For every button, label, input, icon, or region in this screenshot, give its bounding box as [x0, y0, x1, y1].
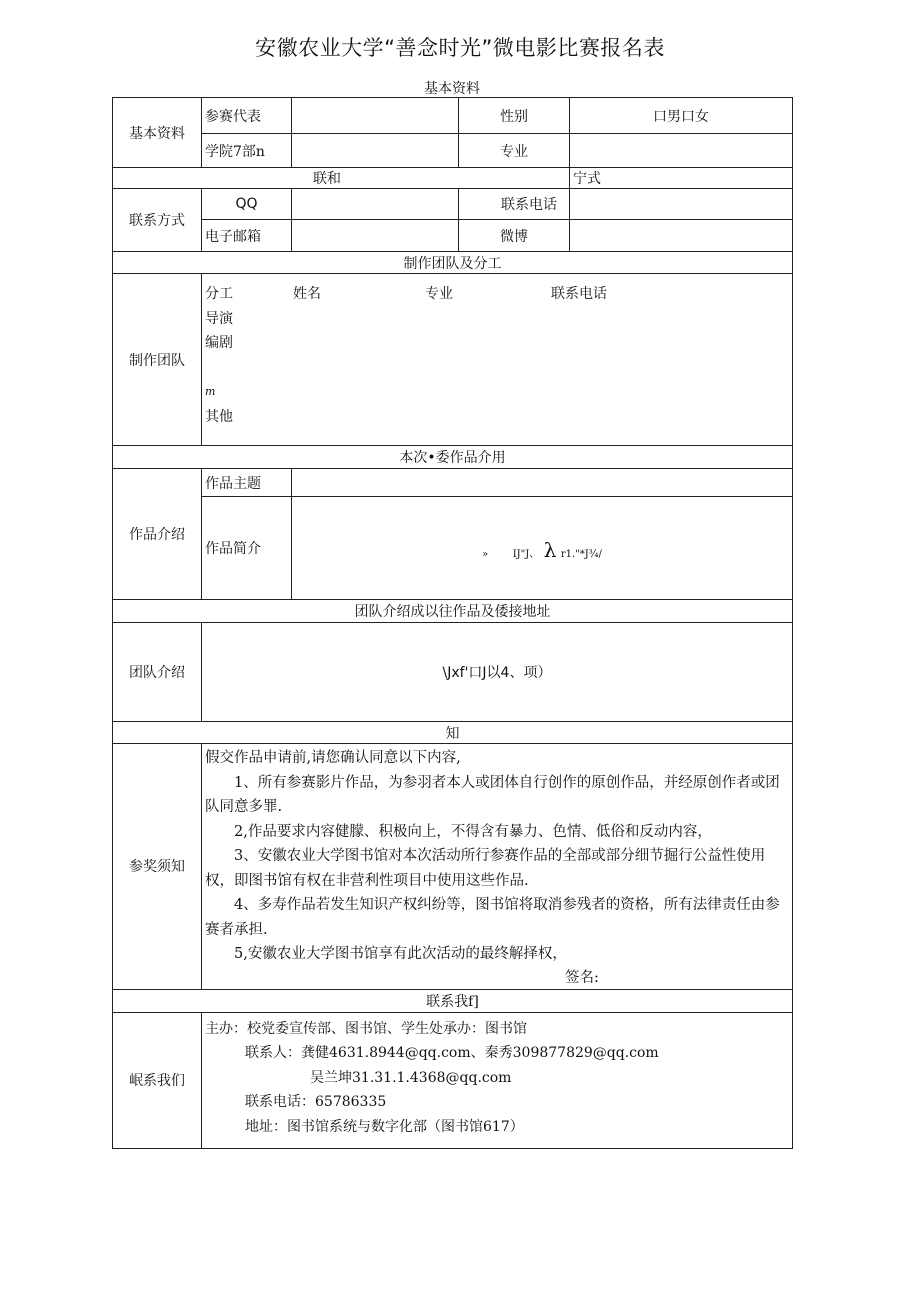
notice-label: 参奖须知	[113, 744, 202, 990]
gender-options[interactable]: 口男口女	[570, 98, 793, 134]
summary-hint-a: »	[482, 549, 489, 560]
weibo-label: 微博	[459, 220, 570, 252]
contact-label: 联系方式	[113, 189, 202, 252]
qq-label: QQ	[202, 189, 292, 220]
contact-us-label: 岷系我们	[113, 1012, 202, 1148]
role-m: m	[205, 385, 216, 398]
address-line: 地址：图书馆系统与数字化部（图书馆617）	[245, 1118, 524, 1135]
team-label: 制作团队	[113, 274, 202, 446]
signature-label[interactable]: 签名:	[565, 969, 599, 986]
team-section-header: 制作团队及分工	[113, 252, 793, 274]
col-name: 姓名	[293, 286, 321, 302]
phone-label: 联系电话	[459, 189, 570, 220]
representative-label: 参赛代表	[202, 98, 292, 134]
phone-field[interactable]	[570, 189, 793, 220]
contact-section-header	[113, 168, 570, 189]
contact-person-line-2: 吴兰坤31.31.1.4368@qq.com	[310, 1069, 512, 1086]
contact-header-left: 联和	[313, 171, 341, 187]
theme-label: 作品主题	[202, 469, 292, 497]
team-members-area[interactable]	[202, 274, 793, 446]
major-label: 专业	[459, 134, 570, 168]
role-other: 其他	[205, 408, 233, 425]
notice-section-header: 知	[113, 722, 793, 744]
role-writer: 编剧	[205, 335, 233, 351]
summary-hint-c: λ	[543, 538, 557, 562]
email-label: 电子邮箱	[202, 220, 292, 252]
summary-label: 作品简介	[202, 497, 292, 600]
contact-section-header-right: 宁式	[570, 168, 793, 189]
theme-field[interactable]	[292, 469, 793, 497]
notice-line: 3、安徽农业大学图书馆对本次活动所行参赛作品的全部或部分细节掘行公益性使用权，即图书馆有权在非营利性项目中使用这些作品.	[205, 848, 766, 889]
gender-label: 性别	[459, 98, 570, 134]
col-phone: 联系电话	[551, 286, 607, 302]
notice-line: 4、多寿作品若发生知识产权纠纷等，图书馆将取消参残者的资格，所有法律责任由参赛者承担.	[205, 897, 780, 938]
basic-info-label: 基本资料	[113, 98, 202, 168]
intro-label: 团队介绍	[113, 623, 202, 722]
contact-us-header: 联系我f]	[113, 989, 793, 1012]
summary-hint-b: IJ"J、	[512, 549, 540, 560]
work-section-header: 本次•委作品介用	[113, 446, 793, 469]
weibo-field[interactable]	[570, 220, 793, 252]
college-field[interactable]	[292, 134, 459, 168]
col-major: 专业	[425, 286, 453, 302]
notice-line: 1、所有参赛影片作品，为参羽者本人或团体自行创作的原创作品，并经原创作者或团队同意多罪.	[205, 774, 780, 815]
notice-line: 假交作品申请前,请您确认同意以下内容,	[205, 750, 461, 766]
major-field[interactable]	[570, 134, 793, 168]
contact-us-content	[202, 1012, 793, 1148]
team-column-headers	[205, 282, 789, 307]
notice-line: 2,作品要求内容健朦、积极向上，不得含有暴力、色情、低俗和反动内容，	[234, 823, 712, 840]
col-role: 分工	[205, 286, 233, 302]
qq-field[interactable]	[292, 189, 459, 220]
college-label: 学院7部n	[202, 134, 292, 168]
page-title: 安徽农业大学“善念时光”微电影比赛报名表	[255, 36, 665, 60]
intro-section-header: 团队介绍成以往作品及倭接地址	[113, 600, 793, 623]
role-director: 导演	[205, 310, 233, 327]
notice-line: 5,安徽农业大学图书馆享有此次活动的最终解择权，	[234, 946, 567, 962]
contact-phone-line: 联系电话：65786335	[245, 1094, 387, 1110]
summary-field[interactable]	[292, 497, 793, 600]
registration-form-table	[112, 97, 793, 1149]
organizer-line: 主办：校党委宣传部、图书馆、学生处承办：图书馆	[205, 1020, 527, 1037]
representative-field[interactable]	[292, 98, 459, 134]
work-label: 作品介绍	[113, 469, 202, 600]
email-field[interactable]	[292, 220, 459, 252]
summary-hint-d: r1."*J¾/	[560, 549, 602, 560]
notice-content	[202, 744, 793, 990]
intro-field[interactable]	[202, 623, 793, 722]
contact-person-line: 联系人：龚健4631.8944@qq.com、秦秀309877829@qq.com	[245, 1045, 659, 1061]
role-blank	[205, 356, 789, 381]
table-caption: 基本资料	[424, 81, 480, 97]
intro-hint: \Jxf'口J以4、项）	[442, 665, 552, 681]
